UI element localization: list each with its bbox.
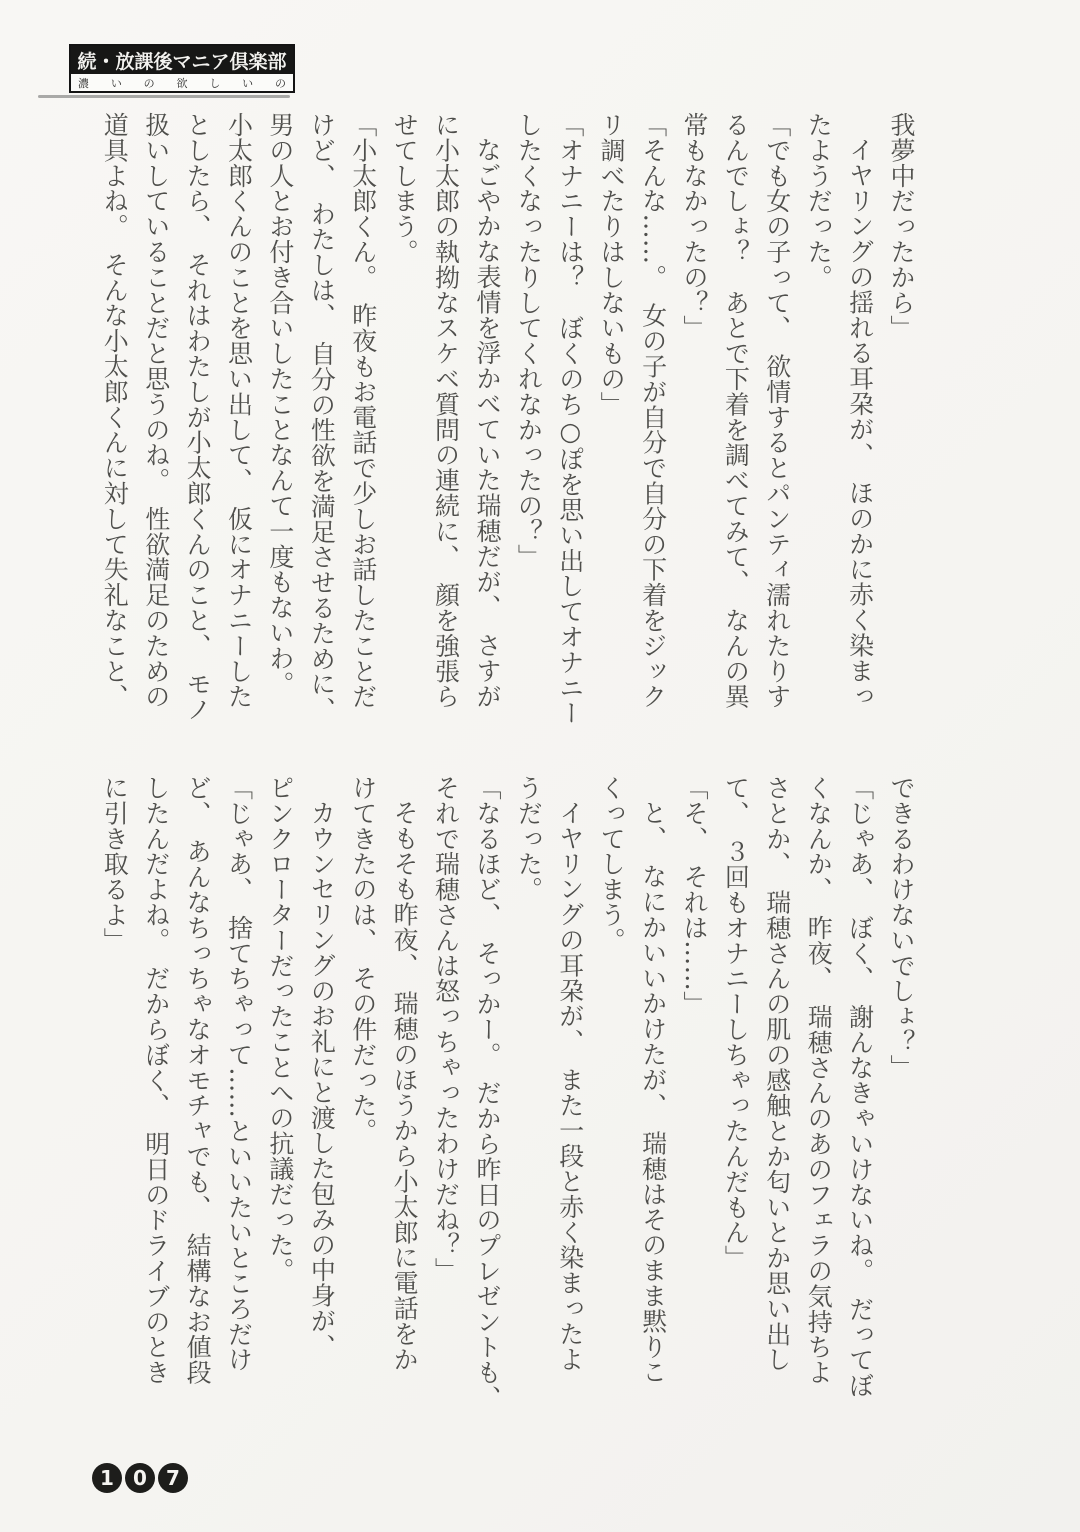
text-line: たようだった。 [804,112,834,290]
text-line: 常もなかったの？」 [679,112,709,341]
series-logo-box [69,44,295,93]
text-line: カウンセリングのお礼にと渡した包みの中身が、 [307,800,337,1359]
text-line: るんでしょ？ あとで下着を調べてみて、 なんの異 [721,112,751,710]
text-line: イヤリングの揺れる耳朶が、 ほのかに赤く染まっ [845,137,875,709]
text-line: ピンクローターだったことへの抗議だった。 [265,775,295,1283]
text-line: くってしまう。 [597,775,627,953]
header-underline [38,95,290,98]
text-line: なごやかな表情を浮かべていた瑞穂だが、 さすが [472,137,502,709]
subtitle-char: い [110,76,122,90]
text-line: 「そんな……。 女の子が自分で自分の下着をジック [638,112,668,710]
page-number-digit: 1 [92,1463,122,1493]
text-line: 小太郎くんのことを思い出して、 仮にオナニーした [224,112,254,710]
text-line: そもそも昨夜、 瑞穂のほうから小太郎に電話をか [390,800,420,1372]
subtitle-char: し [209,76,221,90]
subtitle-char: 濃 [78,76,89,90]
text-line: 「オナニーは？ ぼくのち○ぽを思い出してオナニー [555,112,585,726]
text-line: 「そ、 それは……」 [679,775,709,1017]
subtitle-char: い [242,76,254,90]
text-line: としたら、 それはわたしが小太郎くんのこと、 モノ [183,112,213,722]
text-line: イヤリングの耳朶が、 また一段と赤く染まったよ [555,800,585,1372]
text-line: に引き取るよ」 [100,775,130,953]
page-number-digit: 7 [158,1463,188,1493]
text-line: さとか、 瑞穂さんの肌の感触とか匂いとか思い出し [762,775,792,1373]
text-line: したくなったりしてくれなかったの？」 [514,112,544,570]
series-title: 続・放課後マニア倶楽部 [71,46,293,74]
text-line: それで瑞穂さんは怒っちゃったわけだね？」 [431,775,461,1283]
vertical-text-block-top [94,112,922,764]
text-line: と、 なにかいいかけたが、 瑞穂はそのまま黙りこ [638,800,668,1385]
text-line: 「じゃあ、 ぼく、 謝んなきゃいけないね。 だってぼ [845,775,875,1398]
vertical-text-block-bottom [94,775,922,1427]
text-line: 男の人とお付き合いしたことなんて一度もないわ。 [265,112,295,697]
subtitle-char: 欲 [176,76,188,90]
text-line: に小太郎の執拗なスケベ質問の連続に、 顔を強張ら [431,112,461,710]
page-number-digit: 0 [125,1463,155,1493]
text-line: 扱いしていることだと思うのね。 性欲満足のための [141,112,171,710]
text-line: 道具よね。 そんな小太郎くんに対して失礼なこと、 [100,112,130,710]
text-line: 「なるほど、 そっかー。 だから昨日のプレゼントも、 [472,775,502,1411]
subtitle-char: の [143,76,155,90]
text-line: 我夢中だったから」 [887,112,916,341]
text-line: 「じゃあ、 捨てちゃって……といいたいところだけ [224,775,254,1373]
text-line: くなんか、 昨夜、 瑞穂さんのあのフェラの気持ちよ [804,775,834,1385]
text-line: したんだよね。 だからぼく、 明日のドライブのとき [141,775,171,1385]
text-line: せてしまう。 [390,112,420,265]
text-line: うだった。 [514,775,544,902]
text-line: 「小太郎くん。 昨夜もお電話で少しお話したことだ [348,112,378,710]
series-subtitle [71,74,293,91]
text-line: できるわけないでしょ？」 [887,775,916,1080]
text-line: 「でも女の子って、 欲情するとパンティ濡れたりす [762,112,792,710]
text-line: けど、 わたしは、 自分の性欲を満足させるために、 [307,112,337,722]
text-line: ど、 あんなちっちゃなオモチャでも、 結構なお値段 [183,775,213,1385]
text-line: て、 ３回もオナニーしちゃったんだもん」 [721,775,751,1271]
subtitle-char: の [274,76,286,90]
page-number [92,1463,188,1493]
text-line: リ調べたりはしないもの」 [597,112,627,417]
text-line: けてきたのは、 その件だった。 [348,775,378,1144]
